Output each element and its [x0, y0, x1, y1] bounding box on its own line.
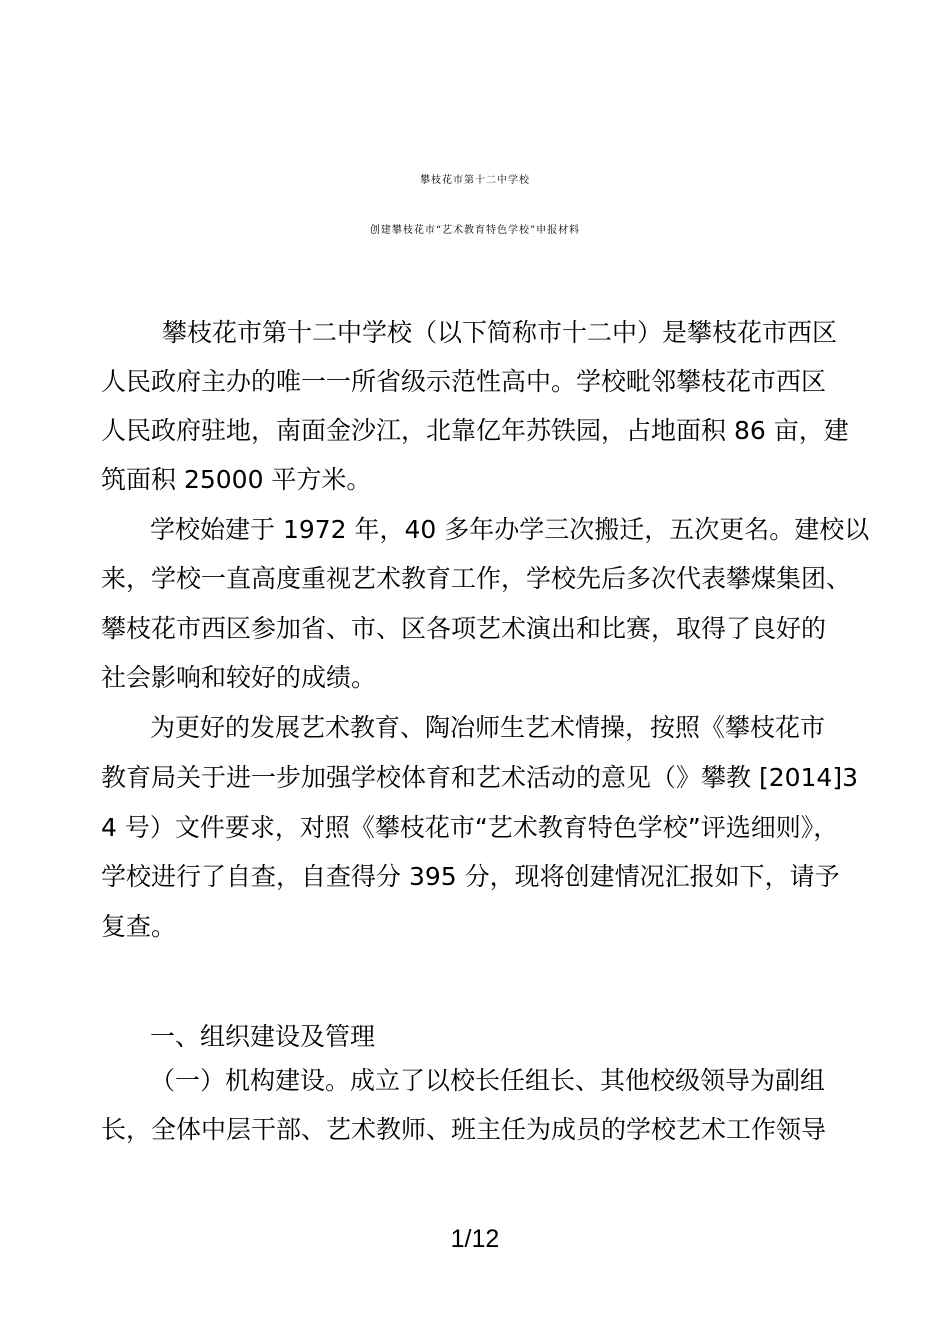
text-line: 学校始建于 1972 年，40 多年办学三次搬迁，五次更名。建校以 — [150, 515, 870, 544]
text-line: 攀枝花市第十二中学校（以下简称市十二中）是攀枝花市西区 — [162, 318, 838, 347]
document-title-line-2: 创建攀枝花市“艺术教育特色学校”申报材料 — [369, 225, 581, 236]
text-line: 攀枝花市西区参加省、市、区各项艺术演出和比赛，取得了良好的 — [101, 614, 827, 643]
text-line: 来，学校一直高度重视艺术教育工作，学校先后多次代表攀煤集团、 — [101, 564, 852, 593]
text-line: 4 号）文件要求，对照《攀枝花市“艺术教育特色学校”评选细则》， — [101, 813, 839, 842]
text-line: 教育局关于进一步加强学校体育和艺术活动的意见（》攀教 [2014]3 — [101, 763, 858, 792]
text-line: 人民政府主办的唯一一所省级示范性高中。学校毗邻攀枝花市西区 — [101, 367, 827, 396]
section-heading: 一、组织建设及管理 — [150, 1022, 376, 1051]
text-line: （一）机构建设。成立了以校长任组长、其他校级领导为副组 — [150, 1066, 826, 1095]
text-line: 社会影响和较好的成绩。 — [101, 663, 377, 692]
page-number: 1/12 — [450, 1225, 500, 1253]
document-title-line-1: 攀枝花市第十二中学校 — [420, 175, 530, 186]
text-line: 复查。 — [101, 912, 177, 941]
text-line: 学校进行了自查，自查得分 395 分，现将创建情况汇报如下，请予 — [101, 862, 840, 891]
text-line: 长，全体中层干部、艺术教师、班主任为成员的学校艺术工作领导 — [101, 1115, 827, 1144]
text-line: 为更好的发展艺术教育、陶冶师生艺术情操，按照《攀枝花市 — [150, 713, 826, 742]
text-line: 人民政府驻地，南面金沙江，北靠亿年苏铁园，占地面积 86 亩，建 — [101, 416, 849, 445]
text-line: 筑面积 25000 平方米。 — [101, 465, 372, 494]
